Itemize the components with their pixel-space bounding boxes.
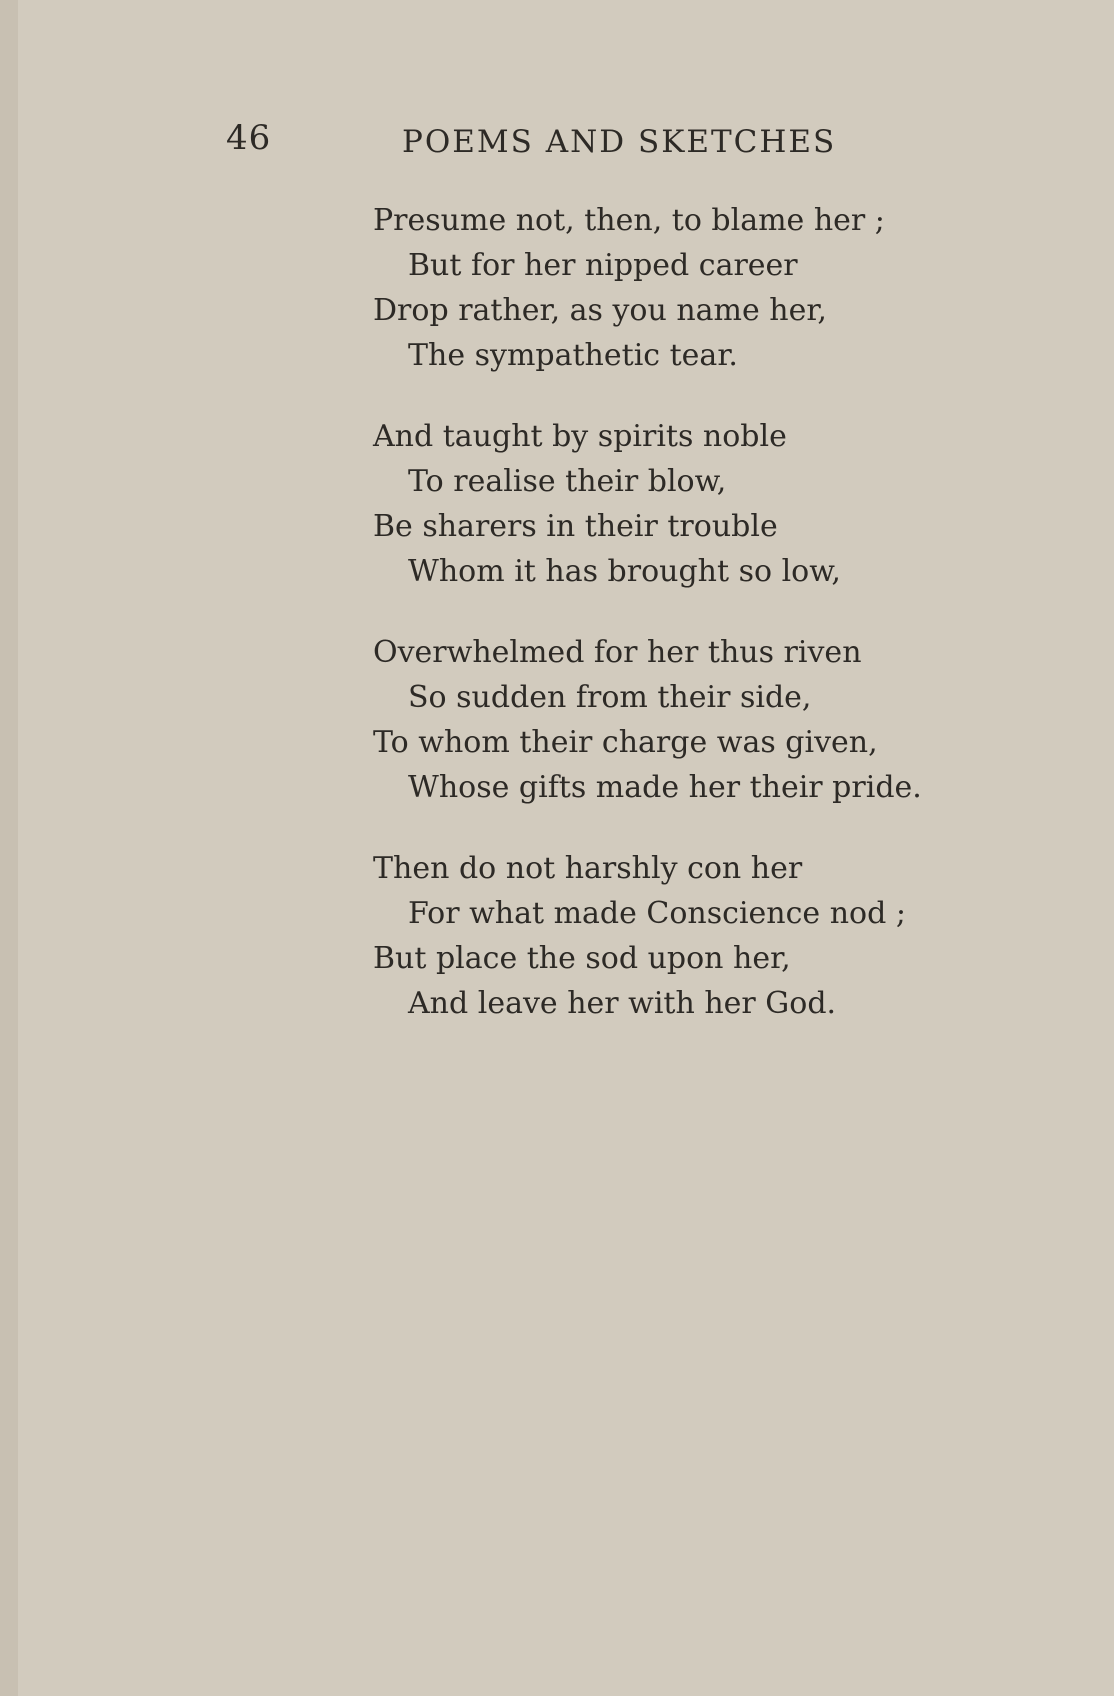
poem-line: To whom their charge was given,: [373, 725, 878, 760]
running-title: POEMS AND SKETCHES: [402, 124, 837, 160]
poem-line: But for her nipped career: [408, 248, 798, 283]
poem-line: Presume not, then, to blame her ;: [373, 203, 885, 238]
stanza: [373, 414, 993, 630]
poem-line: The sympathetic tear.: [408, 338, 738, 373]
poem-line: Then do not harshly con her: [373, 851, 803, 886]
poem-line: But place the sod upon her,: [373, 941, 791, 976]
poem-line: Whom it has brought so low,: [408, 554, 841, 589]
stanza: [373, 846, 993, 1062]
poem-line: Drop rather, as you name her,: [373, 293, 827, 328]
poem-line: Whose gifts made her their pride.: [408, 770, 922, 805]
stanza: [373, 630, 993, 846]
poem-line: To realise their blow,: [408, 464, 727, 499]
poem-line: For what made Conscience nod ;: [408, 896, 906, 931]
poem-line: Be sharers in their trouble: [373, 509, 778, 544]
poem: [373, 198, 993, 1062]
stanza: [373, 198, 993, 414]
poem-line: And leave her with her God.: [408, 986, 837, 1021]
page-gutter: [0, 0, 18, 1696]
poem-line: So sudden from their side,: [408, 680, 812, 715]
poem-line: Overwhelmed for her thus riven: [373, 635, 862, 670]
page-number: 46: [226, 118, 272, 158]
poem-line: And taught by spirits noble: [373, 419, 787, 454]
